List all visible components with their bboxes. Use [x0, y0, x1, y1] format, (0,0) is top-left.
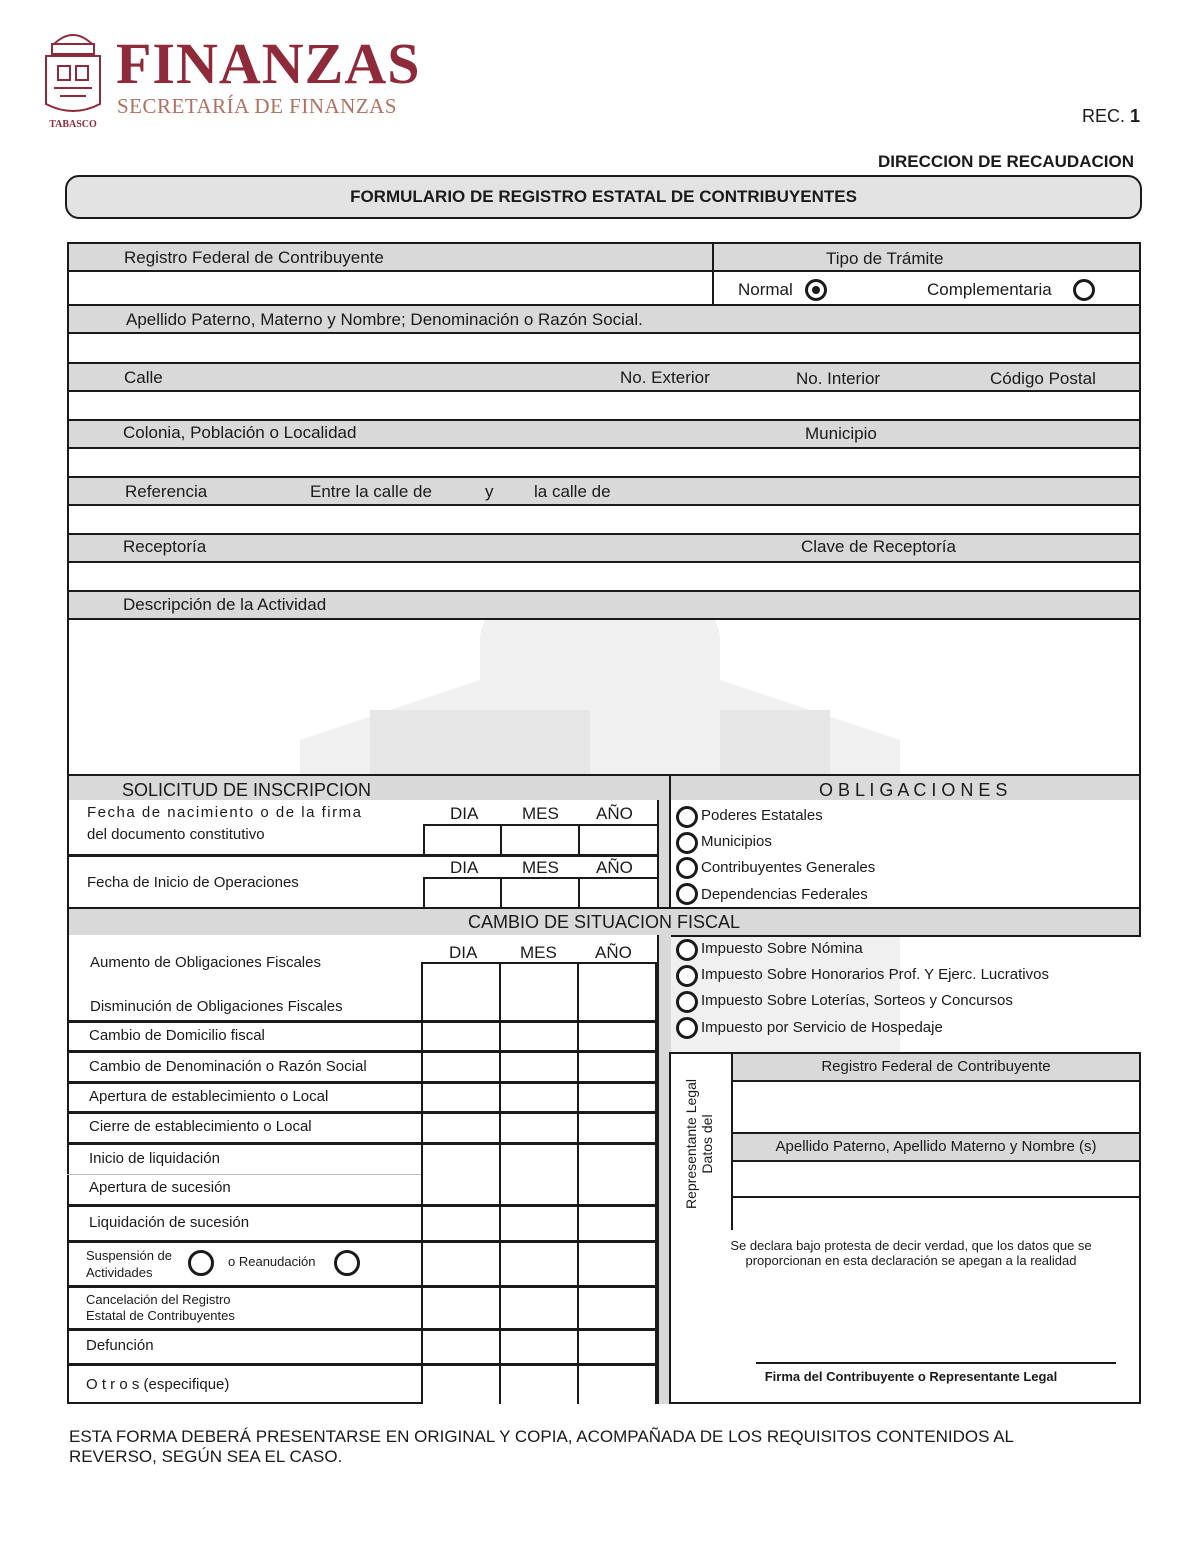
rep-rfc-header [731, 1052, 1141, 1082]
fecha-grid-mes[interactable] [499, 962, 579, 1404]
contribuyentes-generales-label: Contribuyentes Generales [701, 859, 876, 876]
mes-label-2: MES [522, 858, 559, 877]
referencia-field[interactable] [67, 504, 1141, 535]
rec-label [1082, 106, 1140, 127]
descripcion-header [67, 590, 1141, 620]
cambio-header [67, 907, 1141, 937]
entre-calle-label: Entre la calle de [310, 482, 432, 501]
fecha-inicio-dia[interactable] [423, 877, 502, 909]
row-divider [67, 1240, 657, 1243]
referencia-label: Referencia [125, 482, 208, 501]
poderes-estatales-radio[interactable] [676, 806, 698, 828]
impuesto-honorarios-radio[interactable] [676, 965, 698, 987]
row-divider [67, 1363, 657, 1366]
fecha-nac-anio[interactable] [578, 824, 659, 856]
nombre-header [67, 304, 1141, 334]
rfc-label: Registro Federal de Contribuyente [124, 248, 384, 267]
la-calle-label: la calle de [534, 482, 611, 501]
suspension-label-2: Actividades [86, 1265, 153, 1280]
footer-line-2: REVERSO, SEGÚN SEA EL CASO. [69, 1447, 343, 1466]
cambio-title: CAMBIO DE SITUACION FISCAL [467, 912, 741, 932]
obligaciones-title: O B L I G A C I O N E S [819, 780, 1008, 800]
rec-label-text: REC. [1082, 106, 1126, 126]
declaracion-line-2: proporcionan en esta declaración se apegan a la realidad [745, 1253, 1077, 1268]
liquidacion-sucesion-label: Liquidación de sucesión [89, 1214, 250, 1231]
declaracion-text [680, 1238, 1142, 1268]
row-divider [67, 1328, 657, 1331]
fecha-nac-label-1: Fecha de nacimiento o de la firma [87, 804, 363, 821]
codigo-postal-label: Código Postal [990, 369, 1096, 388]
form-title-box [65, 175, 1142, 219]
reanudacion-label: o Reanudación [228, 1254, 316, 1269]
impuesto-hospedaje-label: Impuesto por Servicio de Hospedaje [701, 1019, 943, 1036]
apertura-establecimiento-label: Apertura de establecimiento o Local [89, 1088, 329, 1105]
aumento-label: Aumento de Obligaciones Fiscales [90, 954, 321, 971]
receptoria-field[interactable] [67, 561, 1141, 592]
rec-number: 1 [1130, 106, 1141, 126]
cierre-establecimiento-label: Cierre de establecimiento o Local [89, 1118, 312, 1135]
apertura-sucesion-label: Apertura de sucesión [89, 1179, 231, 1196]
defuncion-label: Defunción [86, 1337, 154, 1354]
rep-rfc-label: Registro Federal de Contribuyente [821, 1058, 1051, 1075]
fecha-grid-anio[interactable] [577, 962, 657, 1404]
row-divider-light [67, 1174, 421, 1175]
inscripcion-title: SOLICITUD DE INSCRIPCION [122, 780, 372, 800]
row-divider [67, 1204, 657, 1207]
firma-label: Firma del Contribuyente o Representante Legal [764, 1369, 1058, 1384]
row-divider [67, 1111, 657, 1114]
inicio-liquidacion-label: Inicio de liquidación [89, 1150, 220, 1167]
colonia-label: Colonia, Población o Localidad [123, 423, 357, 442]
fecha-nac-mes[interactable] [500, 824, 580, 856]
impuesto-nomina-label: Impuesto Sobre Nómina [701, 940, 863, 957]
municipio-label: Municipio [805, 424, 877, 443]
colonia-field[interactable] [67, 447, 1141, 478]
fecha-inicio-mes[interactable] [500, 877, 580, 909]
obligaciones-header [669, 774, 1141, 802]
anio-label-2: AÑO [596, 858, 633, 877]
normal-label: Normal [738, 280, 793, 299]
calle-label: Calle [124, 368, 163, 387]
suspension-label-1: Suspensión de [86, 1248, 173, 1263]
state-name: TABASCO [49, 119, 97, 130]
dia-label-3: DIA [449, 943, 478, 962]
dependencias-federales-radio[interactable] [676, 883, 698, 905]
tipo-tramite-label: Tipo de Trámite [826, 249, 944, 268]
cancelacion-label-1: Cancelación del Registro [86, 1292, 231, 1307]
anio-label-1: AÑO [596, 804, 633, 823]
contribuyentes-generales-radio[interactable] [676, 857, 698, 879]
dia-label-1: DIA [450, 804, 479, 823]
brand-subtitle: SECRETARÍA DE FINANZAS [117, 94, 398, 118]
tipo-tramite-field [712, 270, 1141, 306]
mes-label-3: MES [520, 943, 557, 962]
colonia-header [67, 419, 1141, 449]
footer-line-1: ESTA FORMA DEBERÁ PRESENTARSE EN ORIGINAL Y COPIA, ACOMPAÑADA DE LOS REQUISITOS CONTENIDOS AL [69, 1427, 1014, 1446]
receptoria-header [67, 533, 1141, 563]
department-name: DIRECCION DE RECAUDACION [878, 152, 1134, 171]
rfc-header [67, 242, 714, 272]
impuesto-honorarios-label: Impuesto Sobre Honorarios Prof. Y Ejerc. Lucrativos [701, 966, 1049, 983]
municipios-label: Municipios [701, 833, 772, 850]
otros-label: O t r o s (especifique) [86, 1376, 230, 1393]
declaracion-line-1: Se declara bajo protesta de decir verdad, que los datos que se [730, 1238, 1092, 1253]
impuesto-loterias-radio[interactable] [676, 991, 698, 1013]
fecha-nac-label-2: del documento constitutivo [87, 826, 265, 843]
complementaria-label: Complementaria [927, 280, 1052, 299]
anio-label-3: AÑO [595, 943, 632, 962]
inscripcion-header [67, 774, 671, 802]
poderes-estatales-label: Poderes Estatales [701, 807, 823, 824]
impuesto-loterias-label: Impuesto Sobre Loterías, Sorteos y Concursos [701, 992, 1013, 1009]
row-divider [67, 1285, 657, 1288]
suspension-radio[interactable] [188, 1250, 214, 1276]
fecha-nac-dia[interactable] [423, 824, 502, 856]
nombre-field[interactable] [67, 332, 1141, 364]
fecha-inicio-anio[interactable] [578, 877, 659, 909]
mes-label-1: MES [522, 804, 559, 823]
cambio-denominacion-label: Cambio de Denominación o Razón Social [89, 1058, 367, 1075]
row-divider [67, 1050, 657, 1053]
referencia-header [67, 476, 1141, 506]
clave-receptoria-label: Clave de Receptoría [801, 537, 956, 556]
firma-field[interactable] [740, 1290, 1130, 1360]
representante-side-label-2: Datos del [699, 1114, 715, 1174]
cambio-domicilio-label: Cambio de Domicilio fiscal [89, 1027, 265, 1044]
descripcion-field[interactable] [67, 618, 1141, 776]
domicilio-field[interactable] [67, 390, 1141, 421]
domicilio-header [67, 362, 1141, 392]
disminucion-label: Disminución de Obligaciones Fiscales [90, 998, 343, 1015]
row-divider [67, 1020, 657, 1023]
reanudacion-radio[interactable] [334, 1250, 360, 1276]
fecha-grid-dia[interactable] [421, 962, 501, 1404]
rep-rfc-field[interactable] [731, 1080, 1141, 1132]
descripcion-label: Descripción de la Actividad [123, 595, 327, 614]
row-divider [67, 1142, 657, 1145]
fecha-inicio-label: Fecha de Inicio de Operaciones [87, 874, 299, 891]
y-label: y [485, 482, 494, 501]
no-exterior-label: No. Exterior [620, 368, 710, 387]
representante-side-label-1: Representante Legal [683, 1079, 699, 1209]
impuesto-hospedaje-radio[interactable] [676, 1017, 698, 1039]
municipios-radio[interactable] [676, 832, 698, 854]
cancelacion-label-2: Estatal de Contribuyentes [86, 1308, 235, 1323]
rep-nombre-field[interactable] [731, 1160, 1141, 1198]
tipo-tramite-header [712, 242, 1141, 272]
tabasco-coat-of-arms-logo [40, 26, 106, 130]
dependencias-federales-label: Dependencias Federales [701, 886, 868, 903]
impuesto-nomina-radio[interactable] [676, 939, 698, 961]
receptoria-label: Receptoría [123, 537, 207, 556]
rep-nombre-label: Apellido Paterno, Apellido Materno y Nombre (s) [775, 1138, 1097, 1155]
complementaria-radio[interactable] [1073, 279, 1095, 301]
rfc-field[interactable] [67, 270, 714, 306]
rep-nombre-header [731, 1132, 1141, 1162]
brand-title: FINANZAS [116, 31, 421, 96]
nombre-label: Apellido Paterno, Materno y Nombre; Denominación o Razón Social. [126, 310, 643, 329]
footer-note [69, 1427, 1149, 1467]
representante-side-label [683, 1049, 715, 1239]
firma-line [756, 1362, 1116, 1364]
dia-label-2: DIA [450, 858, 479, 877]
no-interior-label: No. Interior [796, 369, 881, 388]
normal-radio[interactable] [805, 279, 827, 301]
form-title: FORMULARIO DE REGISTRO ESTATAL DE CONTRIBUYENTES [350, 187, 857, 206]
row-divider [67, 1081, 657, 1084]
